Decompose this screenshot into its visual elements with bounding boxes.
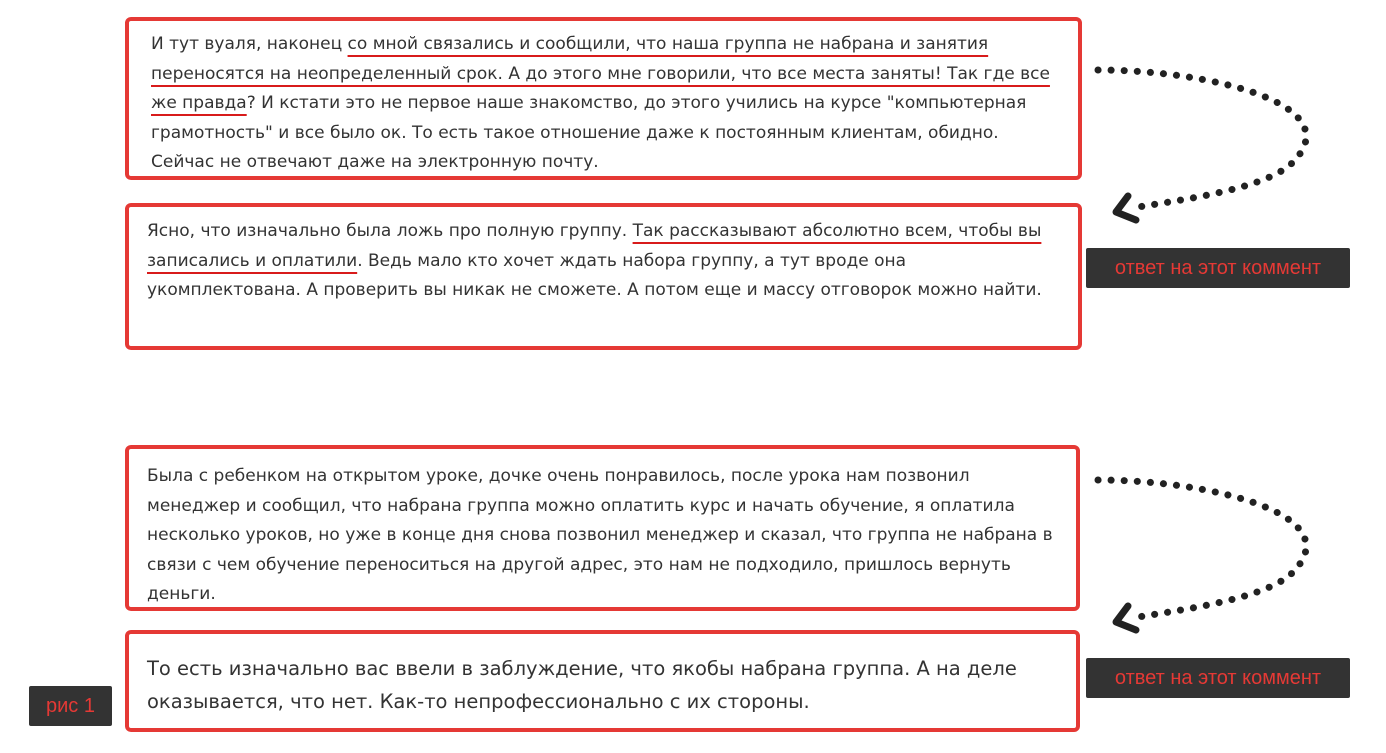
comment-text-segment: И тут вуаля, наконец (151, 34, 348, 54)
comment-text (151, 30, 1060, 178)
comment-box-reply-2 (125, 630, 1080, 732)
comment-box-reply-1 (125, 203, 1082, 350)
reply-label-text: ответ на этот коммент (1114, 256, 1322, 279)
comment-text (147, 462, 1058, 610)
comment-text-underlined: Так рассказывают абсолютно всем, чтобы вы записались и оплатили (147, 221, 1042, 271)
comment-text-segment: Ясно, что изначально была ложь про полную группу. (147, 221, 633, 241)
comment-text-underlined: со мной связались и сообщили, что наша группа не набрана и занятия переносятся на неопределенный срок. А до этого мне говорили, что все места заняты! Так где все же правда (151, 34, 1050, 113)
comment-text-segment: Была с ребенком на открытом уроке, дочке очень понравилось, после урока нам позвонил менеджер и сообщил, что набрана группа можно оплатить курс и начать обучение, я оплатила несколько уроков, но уже в конце дня снова позвонил менеджер и сказал, что группа не набрана в связи с чем обучение переноситься на другой адрес, это нам не подходило, пришлось вернуть деньги. (147, 466, 1053, 604)
dotted-curved-arrow-icon (1090, 60, 1330, 230)
dotted-curved-arrow-icon (1090, 470, 1330, 640)
reply-label-2 (1086, 658, 1350, 698)
figure-label-text: рис 1 (46, 694, 95, 717)
comment-text-segment: ? И кстати это не первое наше знакомство, до этого учились на курсе "компьютерная грамотность" и все было ок. То есть такое отношение даже к постоянным клиентам, обидно. Сейчас не отвечают даже на электронную почту. (151, 93, 1027, 172)
comment-text (147, 652, 1066, 718)
comment-box-original-2 (125, 445, 1080, 611)
comment-text (147, 217, 1060, 306)
comment-text-segment: . Ведь мало кто хочет ждать набора группу, а тут вроде она укомплектована. А проверить вы никак не сможете. А потом еще и массу отговорок можно найти. (147, 250, 1042, 300)
figure-label (29, 686, 112, 726)
comment-box-original-1 (125, 17, 1082, 180)
comment-text-segment: То есть изначально вас ввели в заблуждение, что якобы набрана группа. А на деле оказывается, что нет. Как-то непрофессионально с их стороны. (147, 657, 1017, 713)
reply-label-text: ответ на этот коммент (1114, 666, 1322, 689)
reply-label-1 (1086, 248, 1350, 288)
